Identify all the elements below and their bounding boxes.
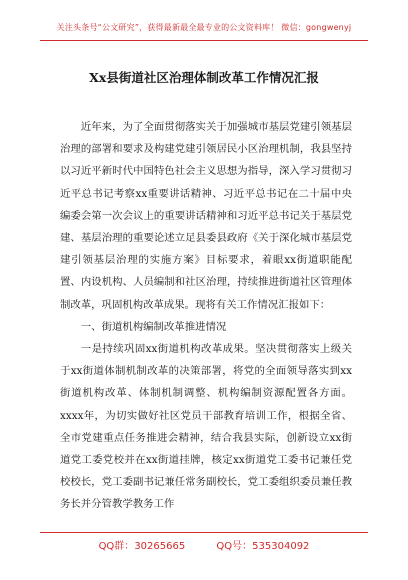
qq-group-number: 30265665 (134, 541, 186, 552)
qq-account (216, 541, 309, 552)
header-banner: 关注头条号“公文研究”，获得最新最全最专业的公文资料库！ 微信：gongwenyj (56, 23, 352, 32)
footer-contact (0, 537, 408, 552)
qq-account-number: 535304092 (252, 541, 310, 552)
section-heading: 一、街道机构编制改革推进情况 (80, 320, 227, 333)
paragraph-first-point: 一是持续巩固xx街道机构改革成果。坚决贯彻落实上级关于xx街道体制机制改革的决策部署，将党的全面领导落实到xx街道机构改革、体制机制调整、机构编制资源配置各方面。xxxx年，为切实做好社区党员干部教育培训工作，根据全省、全市党建重点任务推进会精神，结合我县实际，创新设立xx街道党工委党校并在xx街道挂牌，核定xx街道党工委书记兼任党校校长，党工委副书记兼任常务副校长，党工委组织委员兼任教务长并分管教学教务工作 (60, 343, 352, 511)
footer-divider (40, 532, 368, 533)
qq-group-label: QQ群： (98, 541, 135, 552)
paragraph-intro: 近年来，为了全面贯彻落实关于加强城市基层党建引领基层治理的部署和要求及构建党建引领居民小区治理机制，我县坚持以习近平新时代中国特色社会主义思想为指导，深入学习贯彻习近平总书记考察xx重要讲话精神、习近平总书记在二十届中央编委会第一次会议上的重要讲话精神和习近平总书记关于基层党建、基层治理的重要论述立足县委县政府《关于深化城市基层党建引领基层治理的实施方案》目标要求，着眼xx街道职能配置、内设机构、人员编制和社区治理，持续推进街道社区管理体制改革，巩固机构改革成果。现将有关工作情况汇报如下： (60, 121, 352, 311)
document-body (60, 116, 352, 516)
document-title: Xx县街道社区治理体制改革工作情况汇报 (89, 70, 319, 85)
qq-group (99, 541, 186, 552)
header-divider (40, 40, 368, 41)
qq-account-label: QQ号： (216, 541, 253, 552)
